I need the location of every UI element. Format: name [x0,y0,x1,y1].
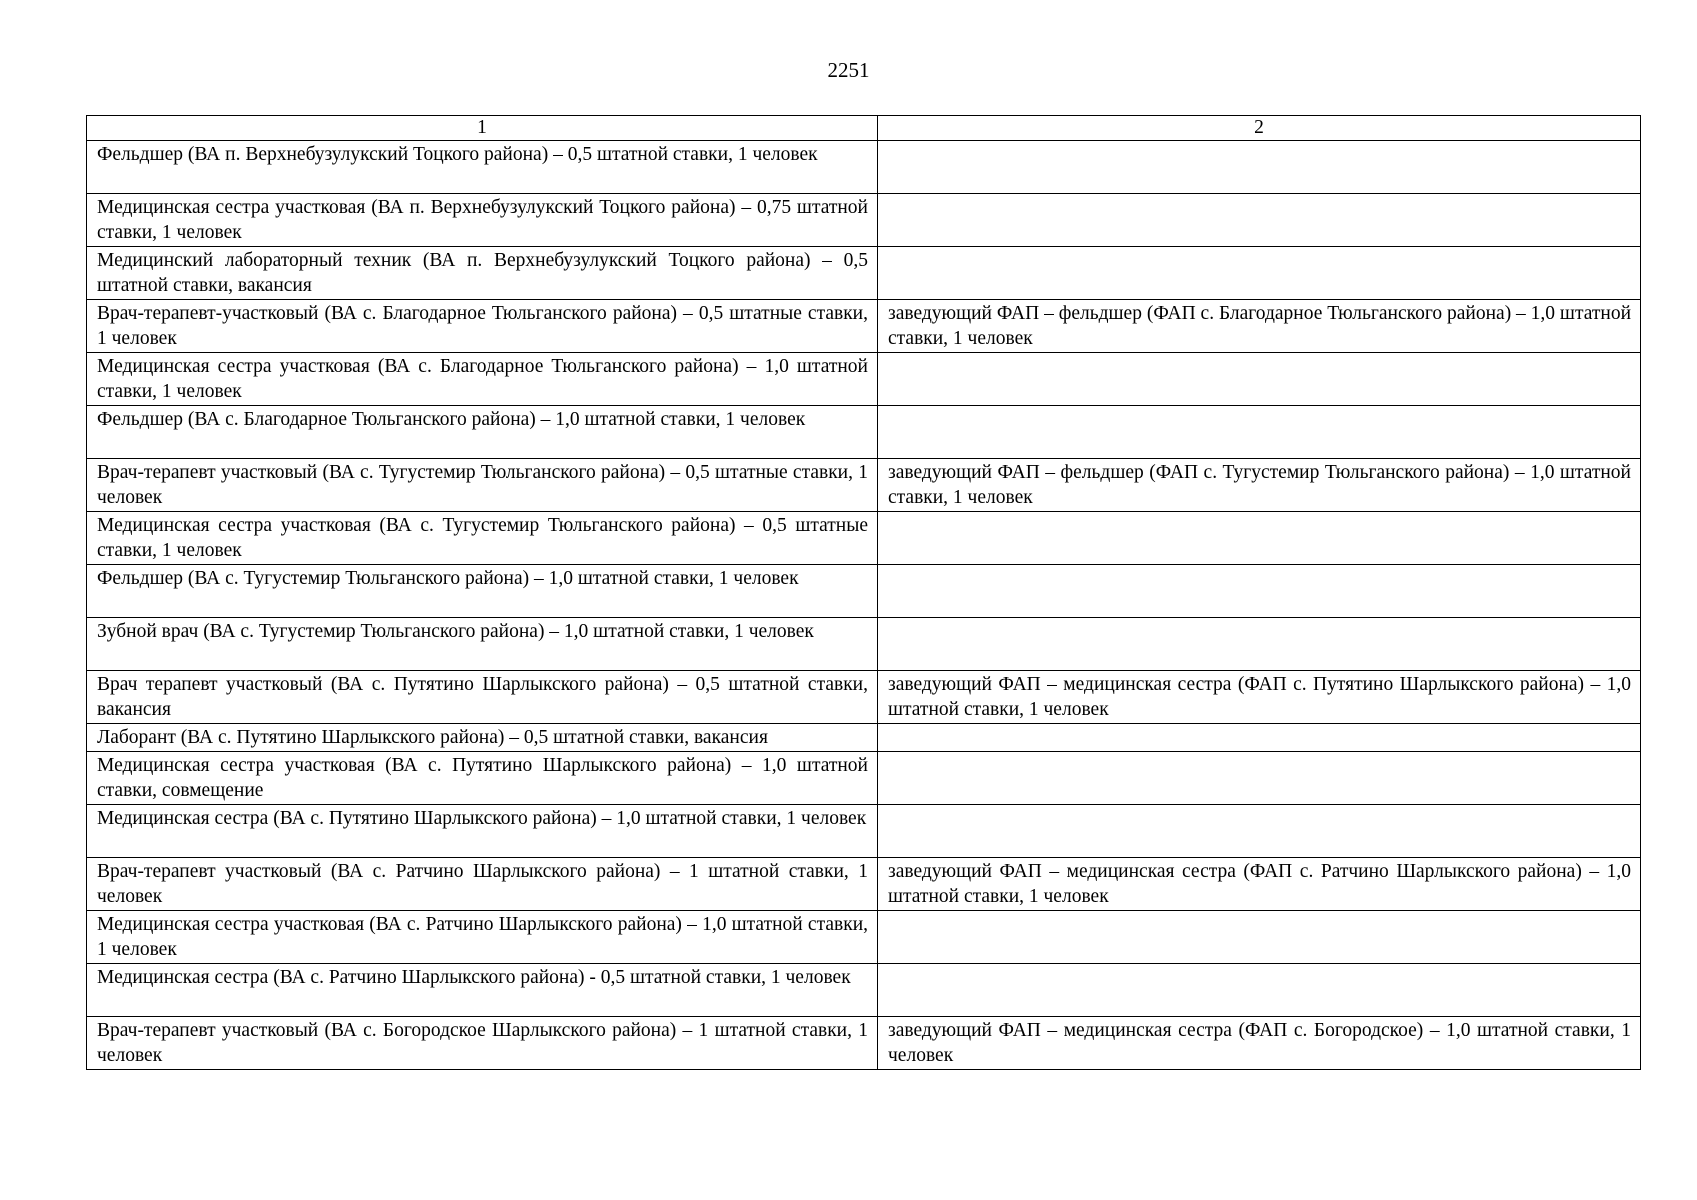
table-row [87,964,1641,1017]
table-row [87,565,1641,618]
fap-position-cell: заведующий ФАП – фельдшер (ФАП с. Тугустемир Тюльганского района) – 1,0 штатной ставки, 1 человек [878,459,1641,512]
position-cell: Лаборант (ВА с. Путятино Шарлыкского района) – 0,5 штатной ставки, вакансия [87,724,878,752]
table-row [87,194,1641,247]
table-row [87,141,1641,194]
page-number: 2251 [827,58,870,82]
position-cell: Фельдшер (ВА с. Благодарное Тюльганского района) – 1,0 штатной ставки, 1 человек [87,406,878,459]
table-row [87,353,1641,406]
fap-position-cell [878,406,1641,459]
table-row [87,724,1641,752]
table-row [87,247,1641,300]
position-cell: Медицинская сестра участковая (ВА с. Тугустемир Тюльганского района) – 0,5 штатные ставки, 1 человек [87,512,878,565]
table-row [87,805,1641,858]
position-cell: Врач-терапевт участковый (ВА с. Тугустемир Тюльганского района) – 0,5 штатные ставки, 1 человек [87,459,878,512]
fap-position-cell: заведующий ФАП – медицинская сестра (ФАП с. Путятино Шарлыкского района) – 1,0 штатной ставки, 1 человек [878,671,1641,724]
column-header-1: 1 [87,116,878,141]
table-row [87,671,1641,724]
position-cell: Фельдшер (ВА с. Тугустемир Тюльганского района) – 1,0 штатной ставки, 1 человек [87,565,878,618]
fap-position-cell: заведующий ФАП – медицинская сестра (ФАП с. Богородское) – 1,0 штатной ставки, 1 человек [878,1017,1641,1070]
table-row [87,752,1641,805]
position-cell: Врач-терапевт-участковый (ВА с. Благодарное Тюльганского района) – 0,5 штатные ставки, 1 человек [87,300,878,353]
position-cell: Врач-терапевт участковый (ВА с. Ратчино Шарлыкского района) – 1 штатной ставки, 1 человек [87,858,878,911]
table-row [87,406,1641,459]
position-cell: Зубной врач (ВА с. Тугустемир Тюльганского района) – 1,0 штатной ставки, 1 человек [87,618,878,671]
table-header-row [87,116,1641,141]
fap-position-cell: заведующий ФАП – медицинская сестра (ФАП с. Ратчино Шарлыкского района) – 1,0 штатной ставки, 1 человек [878,858,1641,911]
position-cell: Фельдшер (ВА п. Верхнебузулукский Тоцкого района) – 0,5 штатной ставки, 1 человек [87,141,878,194]
table-row [87,512,1641,565]
table-row [87,618,1641,671]
table-row [87,858,1641,911]
fap-position-cell: заведующий ФАП – фельдшер (ФАП с. Благодарное Тюльганского района) – 1,0 штатной ставки, 1 человек [878,300,1641,353]
fap-position-cell [878,805,1641,858]
fap-position-cell [878,752,1641,805]
fap-position-cell [878,911,1641,964]
fap-position-cell [878,618,1641,671]
fap-position-cell [878,512,1641,565]
column-header-2: 2 [878,116,1641,141]
fap-position-cell [878,194,1641,247]
table-row [87,459,1641,512]
position-cell: Медицинская сестра (ВА с. Ратчино Шарлыкского района) - 0,5 штатной ставки, 1 человек [87,964,878,1017]
position-cell: Медицинский лабораторный техник (ВА п. Верхнебузулукский Тоцкого района) – 0,5 штатной ставки, вакансия [87,247,878,300]
table-row [87,1017,1641,1070]
position-cell: Врач терапевт участковый (ВА с. Путятино Шарлыкского района) – 0,5 штатной ставки, вакансия [87,671,878,724]
fap-position-cell [878,565,1641,618]
staff-table [86,115,1641,1070]
position-cell: Врач-терапевт участковый (ВА с. Богородское Шарлыкского района) – 1 штатной ставки, 1 человек [87,1017,878,1070]
table-row [87,911,1641,964]
position-cell: Медицинская сестра участковая (ВА с. Благодарное Тюльганского района) – 1,0 штатной ставки, 1 человек [87,353,878,406]
fap-position-cell [878,964,1641,1017]
table-row [87,300,1641,353]
fap-position-cell [878,247,1641,300]
fap-position-cell [878,141,1641,194]
fap-position-cell [878,353,1641,406]
position-cell: Медицинская сестра (ВА с. Путятино Шарлыкского района) – 1,0 штатной ставки, 1 человек [87,805,878,858]
table-body [87,116,1641,1070]
position-cell: Медицинская сестра участковая (ВА с. Ратчино Шарлыкского района) – 1,0 штатной ставки, 1 человек [87,911,878,964]
position-cell: Медицинская сестра участковая (ВА с. Путятино Шарлыкского района) – 1,0 штатной ставки, совмещение [87,752,878,805]
position-cell: Медицинская сестра участковая (ВА п. Верхнебузулукский Тоцкого района) – 0,75 штатной ставки, 1 человек [87,194,878,247]
fap-position-cell [878,724,1641,752]
